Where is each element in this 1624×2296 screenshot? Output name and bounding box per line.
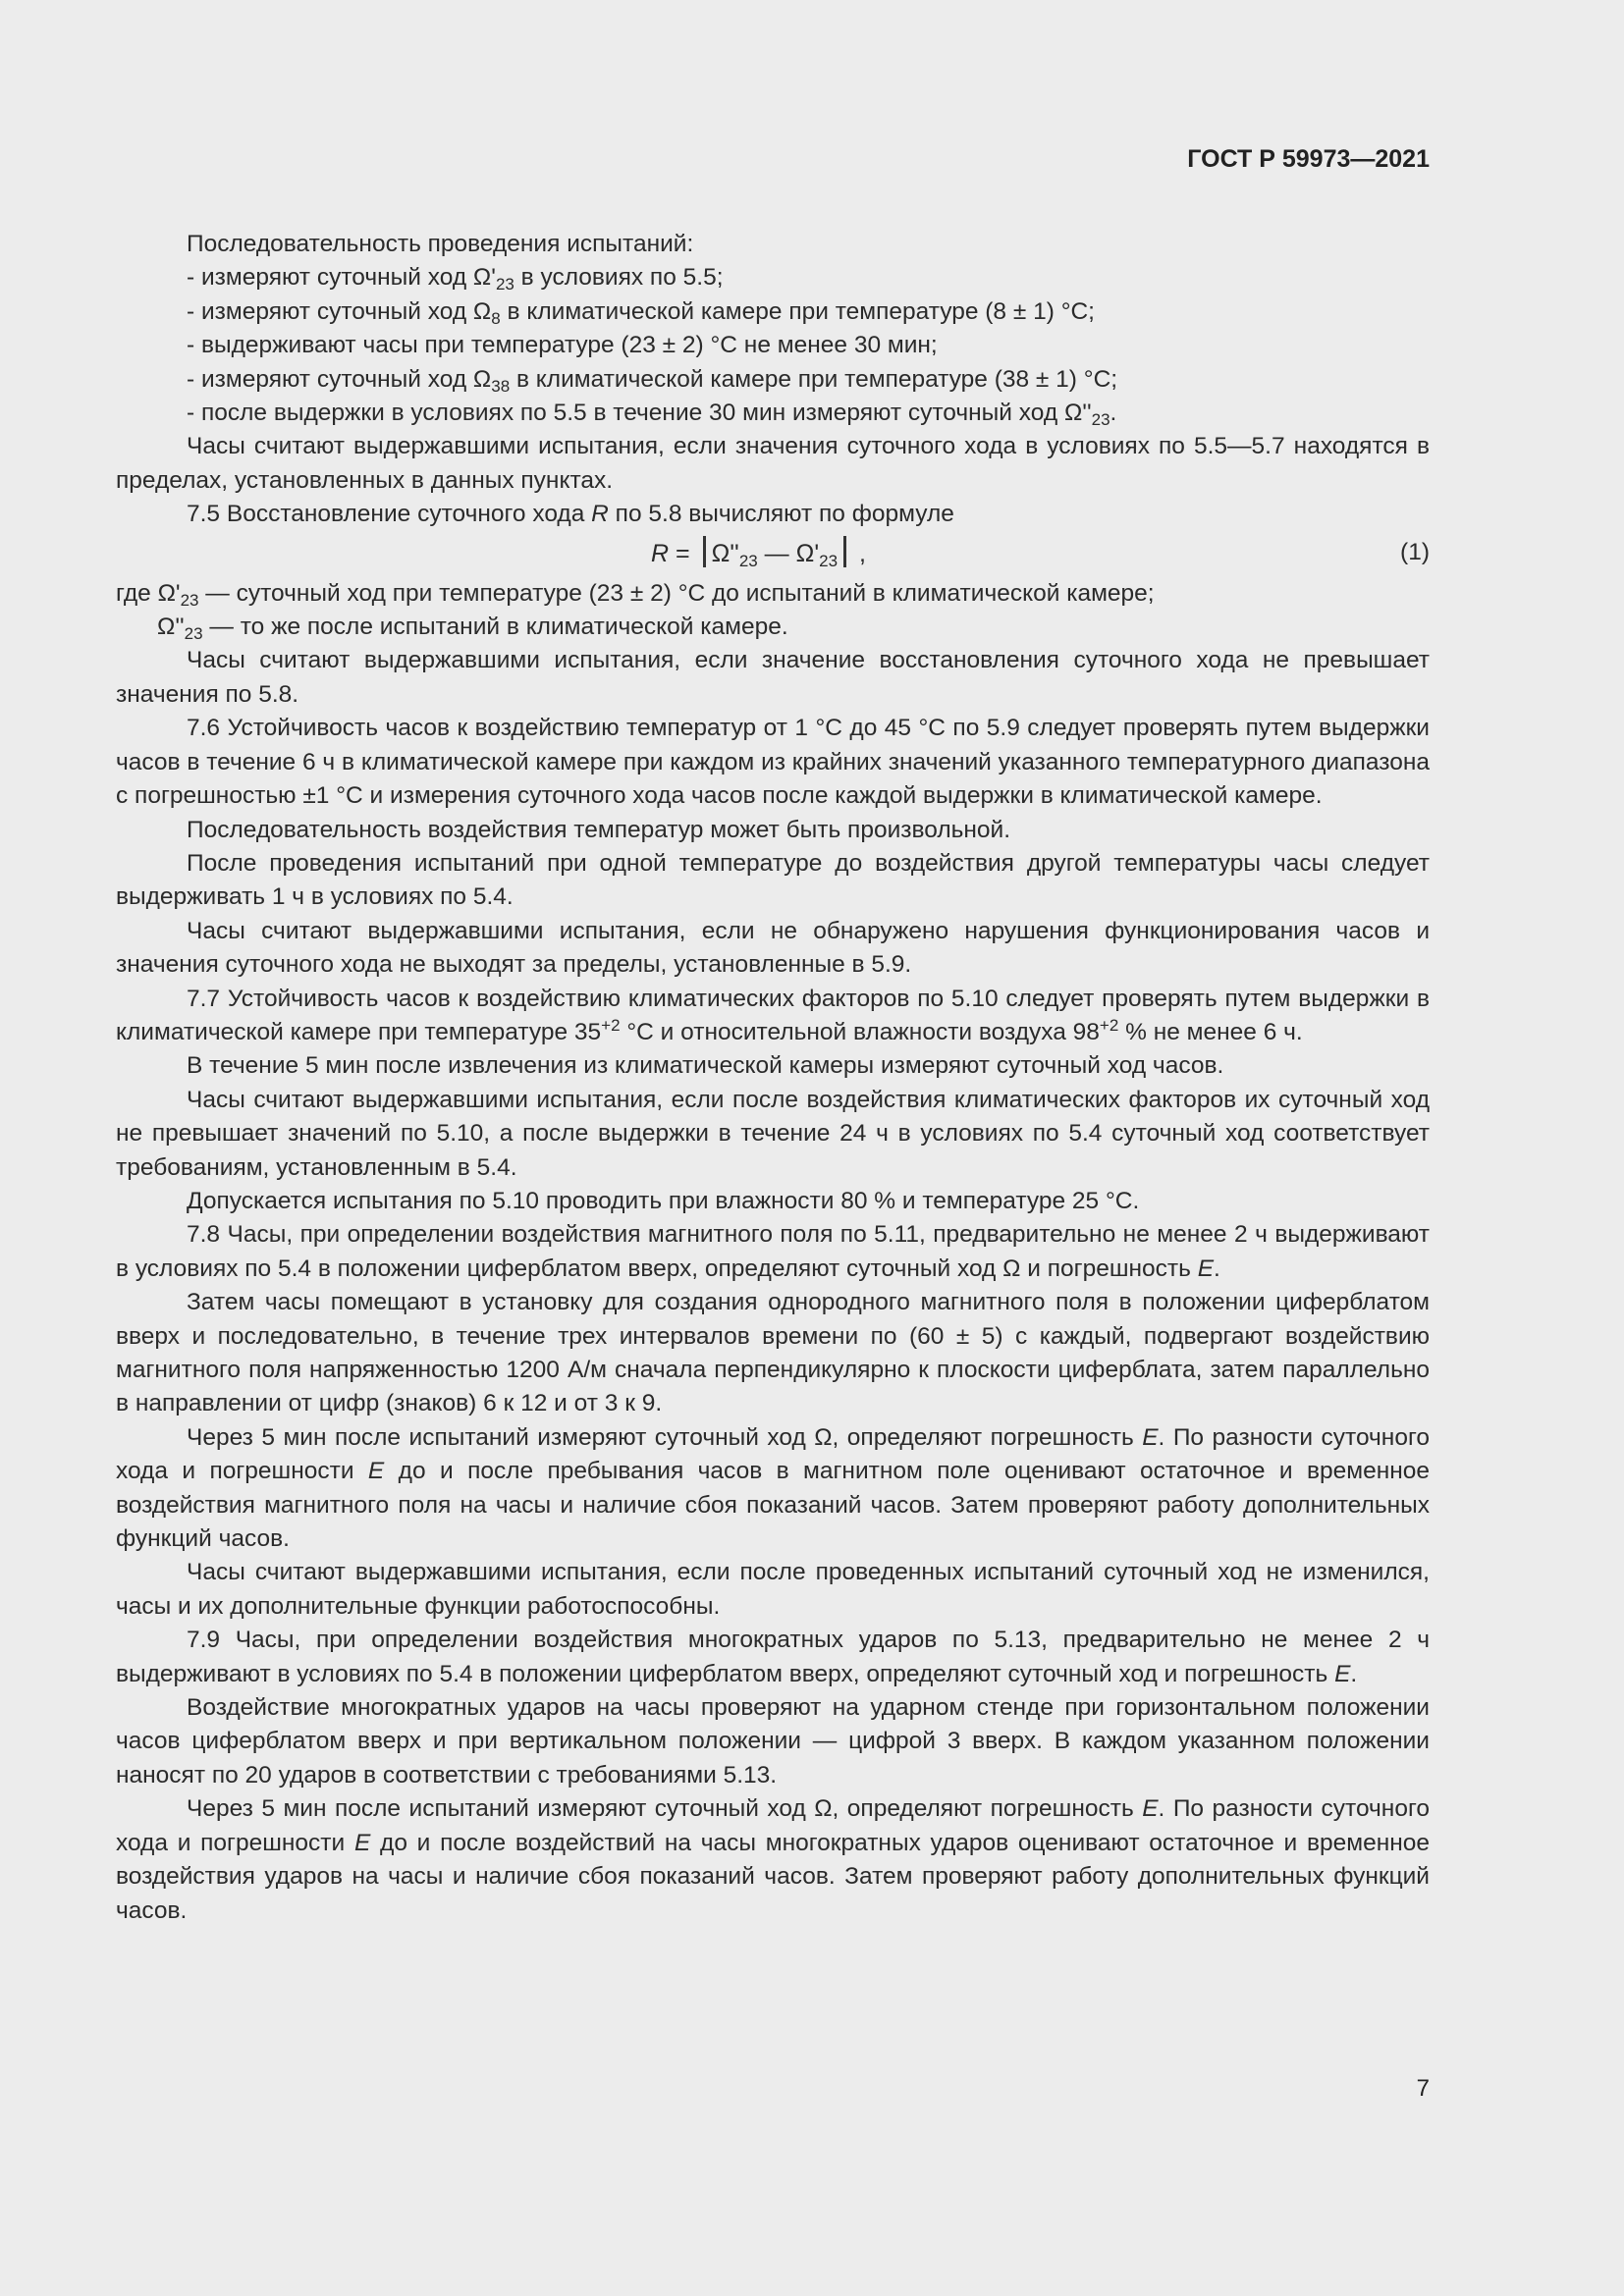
paragraph: После проведения испытаний при одной температуре до воздействия другой температуры часы следует выдерживать 1 ч в условиях по 5.4. (116, 849, 1430, 911)
document-standard-code: ГОСТ Р 59973—2021 (1187, 145, 1430, 173)
list-item-text: в климатической камере при температуре (38 ± 1) °C; (510, 365, 1118, 393)
text: % не менее 6 ч. (1118, 1018, 1303, 1045)
subscript: 23 (495, 275, 514, 294)
subscript: 38 (491, 376, 511, 396)
variable-e: E (353, 1829, 371, 1856)
section-7-6: 7.6 Устойчивость часов к воздействию температур от 1 °C до 45 °C по 5.9 следует проверять путем выдержки часов в течение 6 ч в климатической камере при каждом из крайних значений указанного температурного диапазона с погрешностью ±1 °C и измерения суточного хода часов после каждой выдержки в климатической камере. (116, 715, 1430, 810)
superscript: +2 (601, 1015, 621, 1035)
definition-text: — суточный ход при температуре (23 ± 2) °C до испытаний в климатической камере; (198, 579, 1155, 607)
text: 7.7 Устойчивость часов к воздействию климатических факторов по 5.10 следует проверять путем выдержки в климатической камере при температуре 35 (116, 985, 1430, 1045)
paragraph: Допускается испытания по 5.10 проводить при влажности 80 % и температуре 25 °C. (187, 1187, 1140, 1214)
list-item-text: . (1110, 400, 1117, 427)
text: 7.8 Часы, при определении воздействия магнитного поля по 5.11, предварительно не менее 2 ч выдерживают в условиях по 5.4 в положении циферблатом вверх, определяют суточный ход Ω и погрешность (116, 1221, 1430, 1282)
document-body (116, 228, 1430, 1928)
list-item-text: - измеряют суточный ход Ω' (187, 264, 496, 292)
variable-r: R (591, 501, 609, 528)
omega-after: Ω'' (711, 539, 739, 567)
paragraph: Часы считают выдержавшими испытания, если значения суточного хода в условиях по 5.5—5.7 находятся в пределах, установленных в данных пунктах. (116, 433, 1430, 494)
text: . По разности суточного хода и погрешности (116, 1795, 1430, 1856)
superscript: +2 (1099, 1015, 1119, 1035)
variable-e: E (1142, 1795, 1159, 1823)
text: по 5.8 вычисляют по формуле (608, 501, 954, 528)
paragraph: Воздействие многократных ударов на часы проверяют на ударном стенде при горизонтальном положении часов циферблатом вверх и при вертикальном положении — цифрой 3 вверх. В каждом указанном положении наносят по 20 ударов в соответствии с требованиями 5.13. (116, 1694, 1430, 1789)
list-item-text: - измеряют суточный ход Ω (187, 365, 492, 393)
text: до и после воздействий на часы многократных ударов оценивают остаточное и временное воздействия ударов на часы и наличие сбоя показаний часов. Затем проверяют работу дополнительных функций часов. (116, 1829, 1431, 1924)
where-definition (116, 577, 1430, 611)
paragraph: Часы считают выдержавшими испытания, если значение восстановления суточного хода не превышает значения по 5.8. (116, 647, 1430, 708)
section-7-9 (116, 1624, 1430, 1691)
list-item-text: в климатической камере при температуре (8 ± 1) °C; (500, 297, 1095, 325)
text: . (1214, 1255, 1220, 1282)
subscript: 23 (738, 551, 758, 570)
subscript: 23 (819, 551, 839, 570)
paragraph: Часы считают выдержавшими испытания, если не обнаружено нарушения функционирования часов и значения суточного хода не выходят за пределы, установленные в 5.9. (116, 917, 1430, 979)
text: Через 5 мин после испытаний измеряют суточный ход Ω, определяют погрешность (187, 1423, 1143, 1451)
formula-expression (651, 536, 866, 570)
text: Через 5 мин после испытаний измеряют суточный ход Ω, определяют погрешность (187, 1795, 1143, 1823)
list-item: - выдерживают часы при температуре (23 ± 2) °C не менее 30 мин; (187, 332, 938, 359)
list-item (116, 397, 1430, 430)
text: . По разности суточного хода и погрешности (116, 1423, 1430, 1485)
subscript: 23 (1091, 410, 1110, 430)
formula-1 (116, 532, 1430, 577)
page-number: 7 (1416, 2075, 1430, 2102)
text: . (1350, 1660, 1358, 1687)
paragraph-test-sequence: Последовательность проведения испытаний: (187, 231, 694, 257)
equals-sign: = (669, 539, 697, 567)
subscript: 23 (184, 624, 203, 644)
text: до и после пребывания часов в магнитном поле оценивают остаточное и временное воздействия магнитного поля на часы и наличие сбоя показаний часов. Затем проверяют работу дополнительных функций часов. (116, 1458, 1431, 1553)
definition-text: — то же после испытаний в климатической камере. (202, 614, 788, 641)
paragraph: Часы считают выдержавшими испытания, если после проведенных испытаний суточный ход не изменился, часы и их дополнительные функции работоспособны. (116, 1559, 1430, 1620)
text: 7.5 Восстановление суточного хода (187, 501, 592, 528)
where-definition (116, 611, 1430, 644)
variable-e: E (1142, 1423, 1159, 1451)
list-item-text: в условиях по 5.5; (514, 264, 724, 292)
variable-e: E (1197, 1255, 1215, 1282)
text: 7.9 Часы, при определении воздействия многократных ударов по 5.13, предварительно не менее 2 ч выдерживают в условиях по 5.4 в положении циферблатом вверх, определяют суточный ход и погрешность (116, 1627, 1430, 1687)
paragraph: Последовательность воздействия температур может быть произвольной. (187, 816, 1011, 843)
comma: , (852, 539, 866, 567)
formula-number: (1) (1400, 538, 1430, 565)
text: °C и относительной влажности воздуха 98 (620, 1018, 1100, 1045)
paragraph (116, 1421, 1430, 1557)
list-item (116, 261, 1430, 294)
paragraph: Часы считают выдержавшими испытания, если после воздействия климатических факторов их суточный ход не превышает значений по 5.10, а после выдержки в течение 24 ч в условиях по 5.4 суточный ход соответствует требованиям, установленным в 5.4. (116, 1086, 1430, 1181)
omega-before: Ω' (795, 539, 820, 567)
variable-e: E (1334, 1660, 1351, 1687)
variable-e: E (367, 1458, 385, 1485)
list-item (116, 295, 1430, 329)
section-7-8 (116, 1218, 1430, 1286)
list-item-text: - измеряют суточный ход Ω (187, 297, 492, 325)
subscript: 8 (491, 308, 501, 328)
symbol: Ω'' (157, 614, 185, 641)
paragraph: Затем часы помещают в установку для создания однородного магнитного поля в положении циферблатом вверх и последовательно, в течение трех интервалов времени по (60 ± 5) с каждый, подвергают воздействию магнитного поля напряженностью 1200 А/м сначала перпендикулярно к плоскости циферблата, затем параллельно в направлении от цифр (знаков) 6 к 12 и от 3 к 9. (116, 1289, 1430, 1417)
paragraph: В течение 5 мин после извлечения из климатической камеры измеряют суточный ход часов. (187, 1052, 1224, 1080)
subscript: 23 (180, 590, 199, 610)
list-item-text: - после выдержки в условиях по 5.5 в течение 30 мин измеряют суточный ход Ω'' (187, 400, 1092, 427)
variable-r: R (651, 539, 670, 567)
section-7-5 (116, 498, 1430, 531)
paragraph (116, 1792, 1430, 1928)
minus-dash: — (757, 539, 796, 567)
abs-bar-left (703, 536, 706, 567)
symbol: где Ω' (116, 579, 181, 607)
abs-bar-right (843, 536, 846, 567)
list-item (116, 363, 1430, 397)
section-7-7 (116, 983, 1430, 1050)
